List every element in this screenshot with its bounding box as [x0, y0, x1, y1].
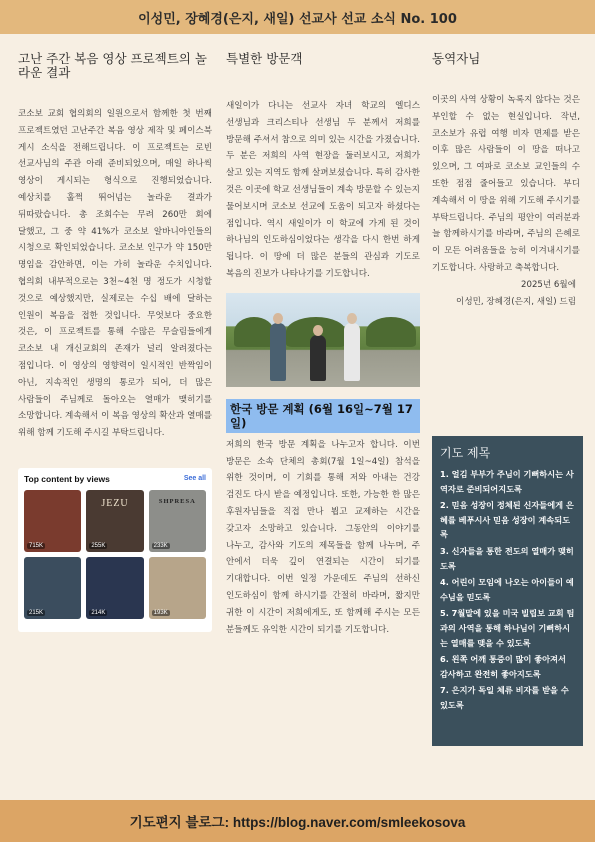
content-thumbnail[interactable] — [86, 490, 143, 552]
column-coworkers — [432, 52, 580, 311]
newsletter-header — [0, 0, 595, 34]
prayer-request-item: 6. 왼쪽 어깨 통증이 많이 좋아져서 감사하고 완전히 좋아지도록 — [440, 654, 566, 679]
letter-signature: 이성민, 장혜경(은지, 새일) 드림 — [456, 296, 576, 307]
content-thumbnail[interactable] — [24, 490, 81, 552]
analytics-thumbnail-grid — [24, 490, 206, 619]
coworkers-body: 이곳의 사역 상황이 녹록지 않다는 것은 부인할 수 없는 현실입니다. 작년, 코소보가 유럽 여행 비자 면제를 받은 이후 많은 사람들이 이 땅을 떠나고 있으며, 그 여파로 코소보 교인들의 수 또한 점점 줄어들고 있습니다. 부디 계속해서 이 땅을 위해 기도해 주시기를 부탁드립니다. 주님의 평안이 여러분과 늘 함께하시기를 바라며, 주님의 은혜로 이 모든 어려움들을 능히 이겨내시기를 기도합니다. 사랑하고 축복합니다. — [432, 95, 580, 273]
analytics-title: Top content by views — [24, 473, 110, 484]
content-thumbnail[interactable] — [149, 490, 206, 552]
thumbnail-view-count: 214K — [91, 609, 106, 616]
prayer-request-item: 5. 7월말에 있을 미국 빌립보 교회 팀과의 사역을 통해 하나님이 기뻐하시는 열매를 맺을 수 있도록 — [440, 608, 575, 648]
coworkers-heading: 동역자님 — [432, 51, 481, 66]
content-thumbnail[interactable] — [149, 557, 206, 619]
prayer-requests-list — [440, 467, 575, 713]
prayer-request-item: 1. 얼김 부부가 주님이 기뻐하시는 사역자로 준비되어지도록 — [440, 469, 574, 494]
visitors-body: 새일이가 다니는 선교사 자녀 학교의 엘디스 선생님과 크리스티나 선생님 두 분께서 저희를 방문해 주셔서 참으로 의미 있는 시간을 가졌습니다. 두 분은 저희의 사역 현장을 둘러보시고, 저희가 살고 있는 지역도 함께 살펴보셨습니다. 특히 감사한 것은 이곳에 학교 선생님들이 계속 방문할 수 있는지 물어보시며 코소보 선교에 도움이 되고자 하셨다는 점입니다. 역시 새일이가 이 학교에 가게 된 것이 하나님의 인도하심이었다는 생각을 다시 한번 하게 됩니다. 이 땅에 더 많은 분들의 관심과 기도로 복음의 진보가 나타나기를 기도합니다. — [226, 101, 420, 279]
top-content-analytics — [18, 468, 212, 632]
thumbnail-view-count: 715K — [29, 542, 44, 549]
korea-visit-heading-box — [226, 399, 420, 433]
visitors-photo — [226, 293, 420, 387]
thumbnail-view-count: 233K — [153, 542, 168, 549]
gospel-video-body: 코소보 교회 협의회의 일원으로서 함께한 첫 번째 프로젝트였던 고난주간 복음 영상 제작 및 페이스북 게시 소식을 전해드립니다. 이 프로젝트는 로빈 선교사님의 주관 아래 준비되었으며, 매일 하나씩 영상이 게시되는 형식으로 진행되었습니다. 예상치를 훌쩍 뛰어넘는 놀라운 결과가 뒤따랐습니다. 총 조회수는 무려 260만 회에 달했고, 그 중 약 41%가 코소보 알바니아인들의 시청으로 확인되었습니다. 코소보 인구가 약 150만 명임을 감안하면, 이는 가히 놀라운 수치입니다. 협의회 내부적으로는 3천~4천 명 정도가 시청할 것으로 예상했지만, 실제로는 수십 배에 달하는 인원이 복음을 접한 것입니다. 무엇보다 중요한 것은, 이 프로젝트를 통해 수많은 무슬림들에게 코소보 내 개신교회의 존재가 널리 알려졌다는 점입니다. 이 영상의 영향력이 일시적인 반짝임이 아닌, 지속적인 생명의 통로가 되어, 더 많은 사람들이 주님께로 돌아오는 열매가 맺히기를 소망합니다. 계속해서 이 복음 영상의 확산과 열매를 위해 함께 기도해 주시길 부탁드립니다. — [18, 109, 212, 439]
prayer-requests-box — [432, 436, 583, 746]
visitors-heading: 특별한 방문객 — [226, 51, 303, 66]
letter-date: 2025년 6월에 — [521, 279, 576, 290]
content-thumbnail[interactable] — [24, 557, 81, 619]
column-gospel-video — [18, 52, 212, 632]
content-thumbnail[interactable] — [86, 557, 143, 619]
thumbnail-view-count: 255K — [91, 542, 106, 549]
prayer-request-item: 2. 믿음 성장이 정체된 신자들에게 은혜를 베푸시사 믿음 성장이 계속되도록 — [440, 500, 574, 540]
prayer-request-item: 7. 은지가 독일 체류 비자를 받을 수 있도록 — [440, 685, 569, 710]
column-visitors — [226, 52, 420, 638]
korea-visit-heading: 한국 방문 계획 (6월 16일~7월 17일) — [230, 401, 413, 430]
prayer-requests-heading: 기도 제목 — [440, 446, 491, 460]
newsletter-footer — [0, 800, 595, 842]
prayer-request-item: 4. 어린이 모임에 나오는 아이들이 예수님을 믿도록 — [440, 577, 574, 602]
gospel-video-heading: 고난 주간 복음 영상 프로젝트의 놀라운 결과 — [18, 51, 207, 80]
thumbnail-view-count: 215K — [29, 609, 44, 616]
thumbnail-caption: SHPRESA — [158, 497, 196, 505]
prayer-request-item: 3. 신자들을 통한 전도의 열매가 맺히도록 — [440, 545, 574, 571]
thumbnail-caption: JEZU — [101, 497, 129, 509]
newsletter-title: 이성민, 장혜경(은지, 새일) 선교사 선교 소식 No. 100 — [138, 11, 457, 27]
blog-link[interactable]: 기도편지 블로그: https://blog.naver.com/smleekosova — [129, 815, 466, 830]
see-all-link[interactable]: See all — [183, 475, 206, 483]
thumbnail-view-count: 193K — [153, 609, 168, 616]
korea-visit-body: 저희의 한국 방문 계획을 나누고자 합니다. 이번 방문은 소속 단체의 총회(7월 1일~4일) 참석을 위한 것이며, 이 기회를 통해 저와 아내는 건강 검진도 다시 받을 예정입니다. 또한, 가능한 한 많은 후원자님들을 직접 만나 뵙고 교제하는 시간을 갖고자 소망하고 있습니다. 그동안의 이야기를 나누고, 감사와 기도의 제목들을 함께 나누며, 주 안에서 더욱 깊이 연결되는 시간이 되기를 기대합니다. 이번 일정 가운데도 주님의 선하신 인도하심이 함께 하시기를 간절히 바라며, 짧지만 귀한 이 시간이 저희에게도, 또 함께해 주시는 모든 분들께도 유익한 시간이 되기를 기도합니다. — [226, 439, 420, 635]
